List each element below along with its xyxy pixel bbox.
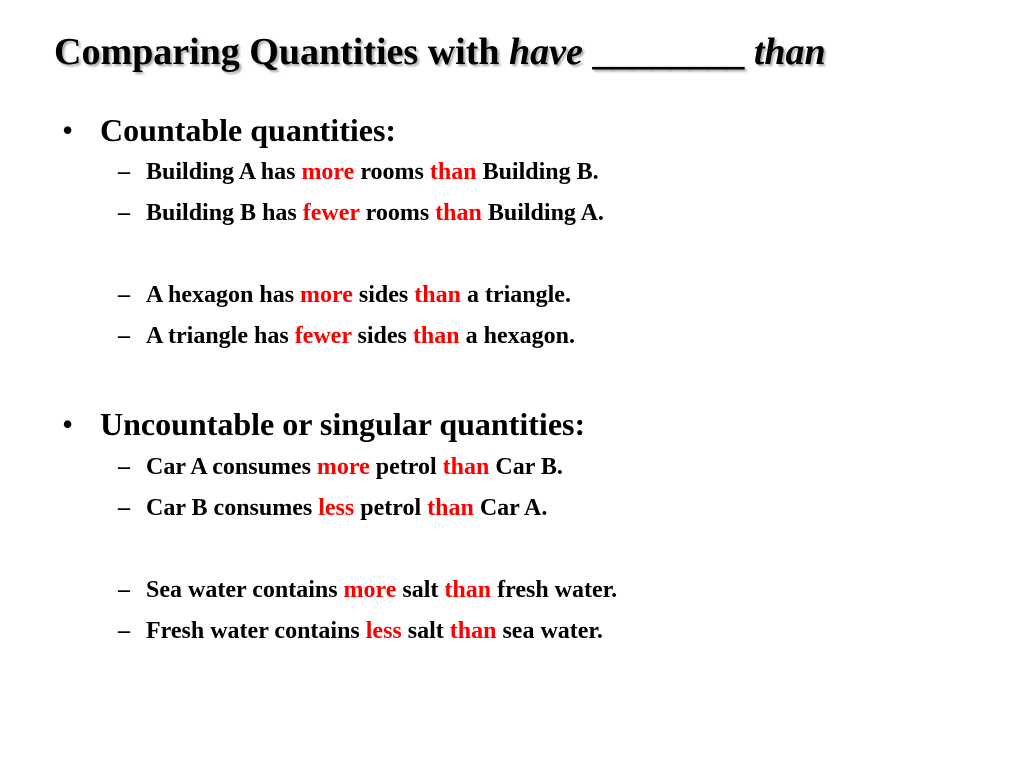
keyword-comparative: less (365, 618, 402, 644)
keyword-comparative: more (316, 454, 370, 480)
sentence-text: a hexagon. (459, 323, 575, 349)
dash-marker: – (118, 495, 130, 521)
keyword-comparative: fewer (294, 323, 352, 349)
sentence-text: Car B. (489, 454, 563, 480)
bullet-heading: Countable quantities: (100, 112, 397, 148)
sub-item (118, 575, 617, 605)
keyword-than: than (435, 200, 482, 226)
bullet-uncountable (62, 404, 585, 444)
sentence-text: Car B consumes (146, 495, 319, 521)
sentence-text: Sea water contains (146, 577, 344, 603)
dash-marker: – (118, 577, 130, 603)
sentence-text: sides (352, 282, 415, 308)
dash-marker: – (118, 618, 130, 644)
title-have: have (508, 31, 583, 73)
sentence-text: a triangle. (460, 282, 571, 308)
keyword-than: than (412, 323, 460, 349)
sentence-text: Car A. (473, 495, 548, 521)
sentence-text: rooms (354, 159, 430, 185)
bullet-marker: • (62, 406, 74, 442)
bullet-heading: Uncountable or singular quantities: (100, 406, 586, 442)
keyword-than: than (429, 159, 477, 185)
dash-marker: – (118, 323, 130, 349)
keyword-comparative: more (343, 577, 397, 603)
sentence-text: Building B. (476, 159, 599, 185)
title-blank: ________ (582, 31, 754, 73)
keyword-than: than (444, 577, 492, 603)
dash-marker: – (118, 454, 130, 480)
keyword-than: than (449, 618, 497, 644)
sentence-text: Building A has (146, 159, 302, 185)
sentence-text: rooms (359, 200, 436, 226)
dash-marker: – (118, 200, 130, 226)
sentence-text: Building B has (146, 200, 303, 226)
keyword-comparative: more (300, 282, 353, 308)
keyword-than: than (414, 282, 461, 308)
sub-item (118, 493, 547, 523)
sentence-text: salt (401, 618, 450, 644)
sub-item (118, 452, 563, 482)
keyword-comparative: fewer (302, 200, 360, 226)
sentence-text: sea water. (496, 618, 603, 644)
bullet-marker: • (62, 112, 74, 148)
bullet-countable (62, 110, 396, 150)
sentence-text: A triangle has (146, 323, 295, 349)
sentence-text: petrol (354, 495, 428, 521)
sentence-text: Fresh water contains (146, 618, 366, 644)
dash-marker: – (118, 159, 130, 185)
keyword-comparative: less (318, 495, 355, 521)
sentence-text: sides (351, 323, 413, 349)
title-prefix: Comparing Quantities with (54, 31, 509, 73)
keyword-than: than (427, 495, 474, 521)
sub-item (118, 280, 571, 310)
sentence-text: fresh water. (491, 577, 618, 603)
sub-item (118, 198, 604, 228)
sentence-text: Building A. (481, 200, 604, 226)
keyword-than: than (442, 454, 490, 480)
sentence-text: petrol (369, 454, 443, 480)
sentence-text: Car A consumes (146, 454, 317, 480)
sub-item (118, 616, 603, 646)
sub-item (118, 321, 575, 351)
dash-marker: – (118, 282, 130, 308)
keyword-comparative: more (301, 159, 355, 185)
title-than: than (753, 31, 826, 73)
sub-item (118, 157, 599, 187)
sentence-text: salt (396, 577, 445, 603)
sentence-text: A hexagon has (146, 282, 301, 308)
